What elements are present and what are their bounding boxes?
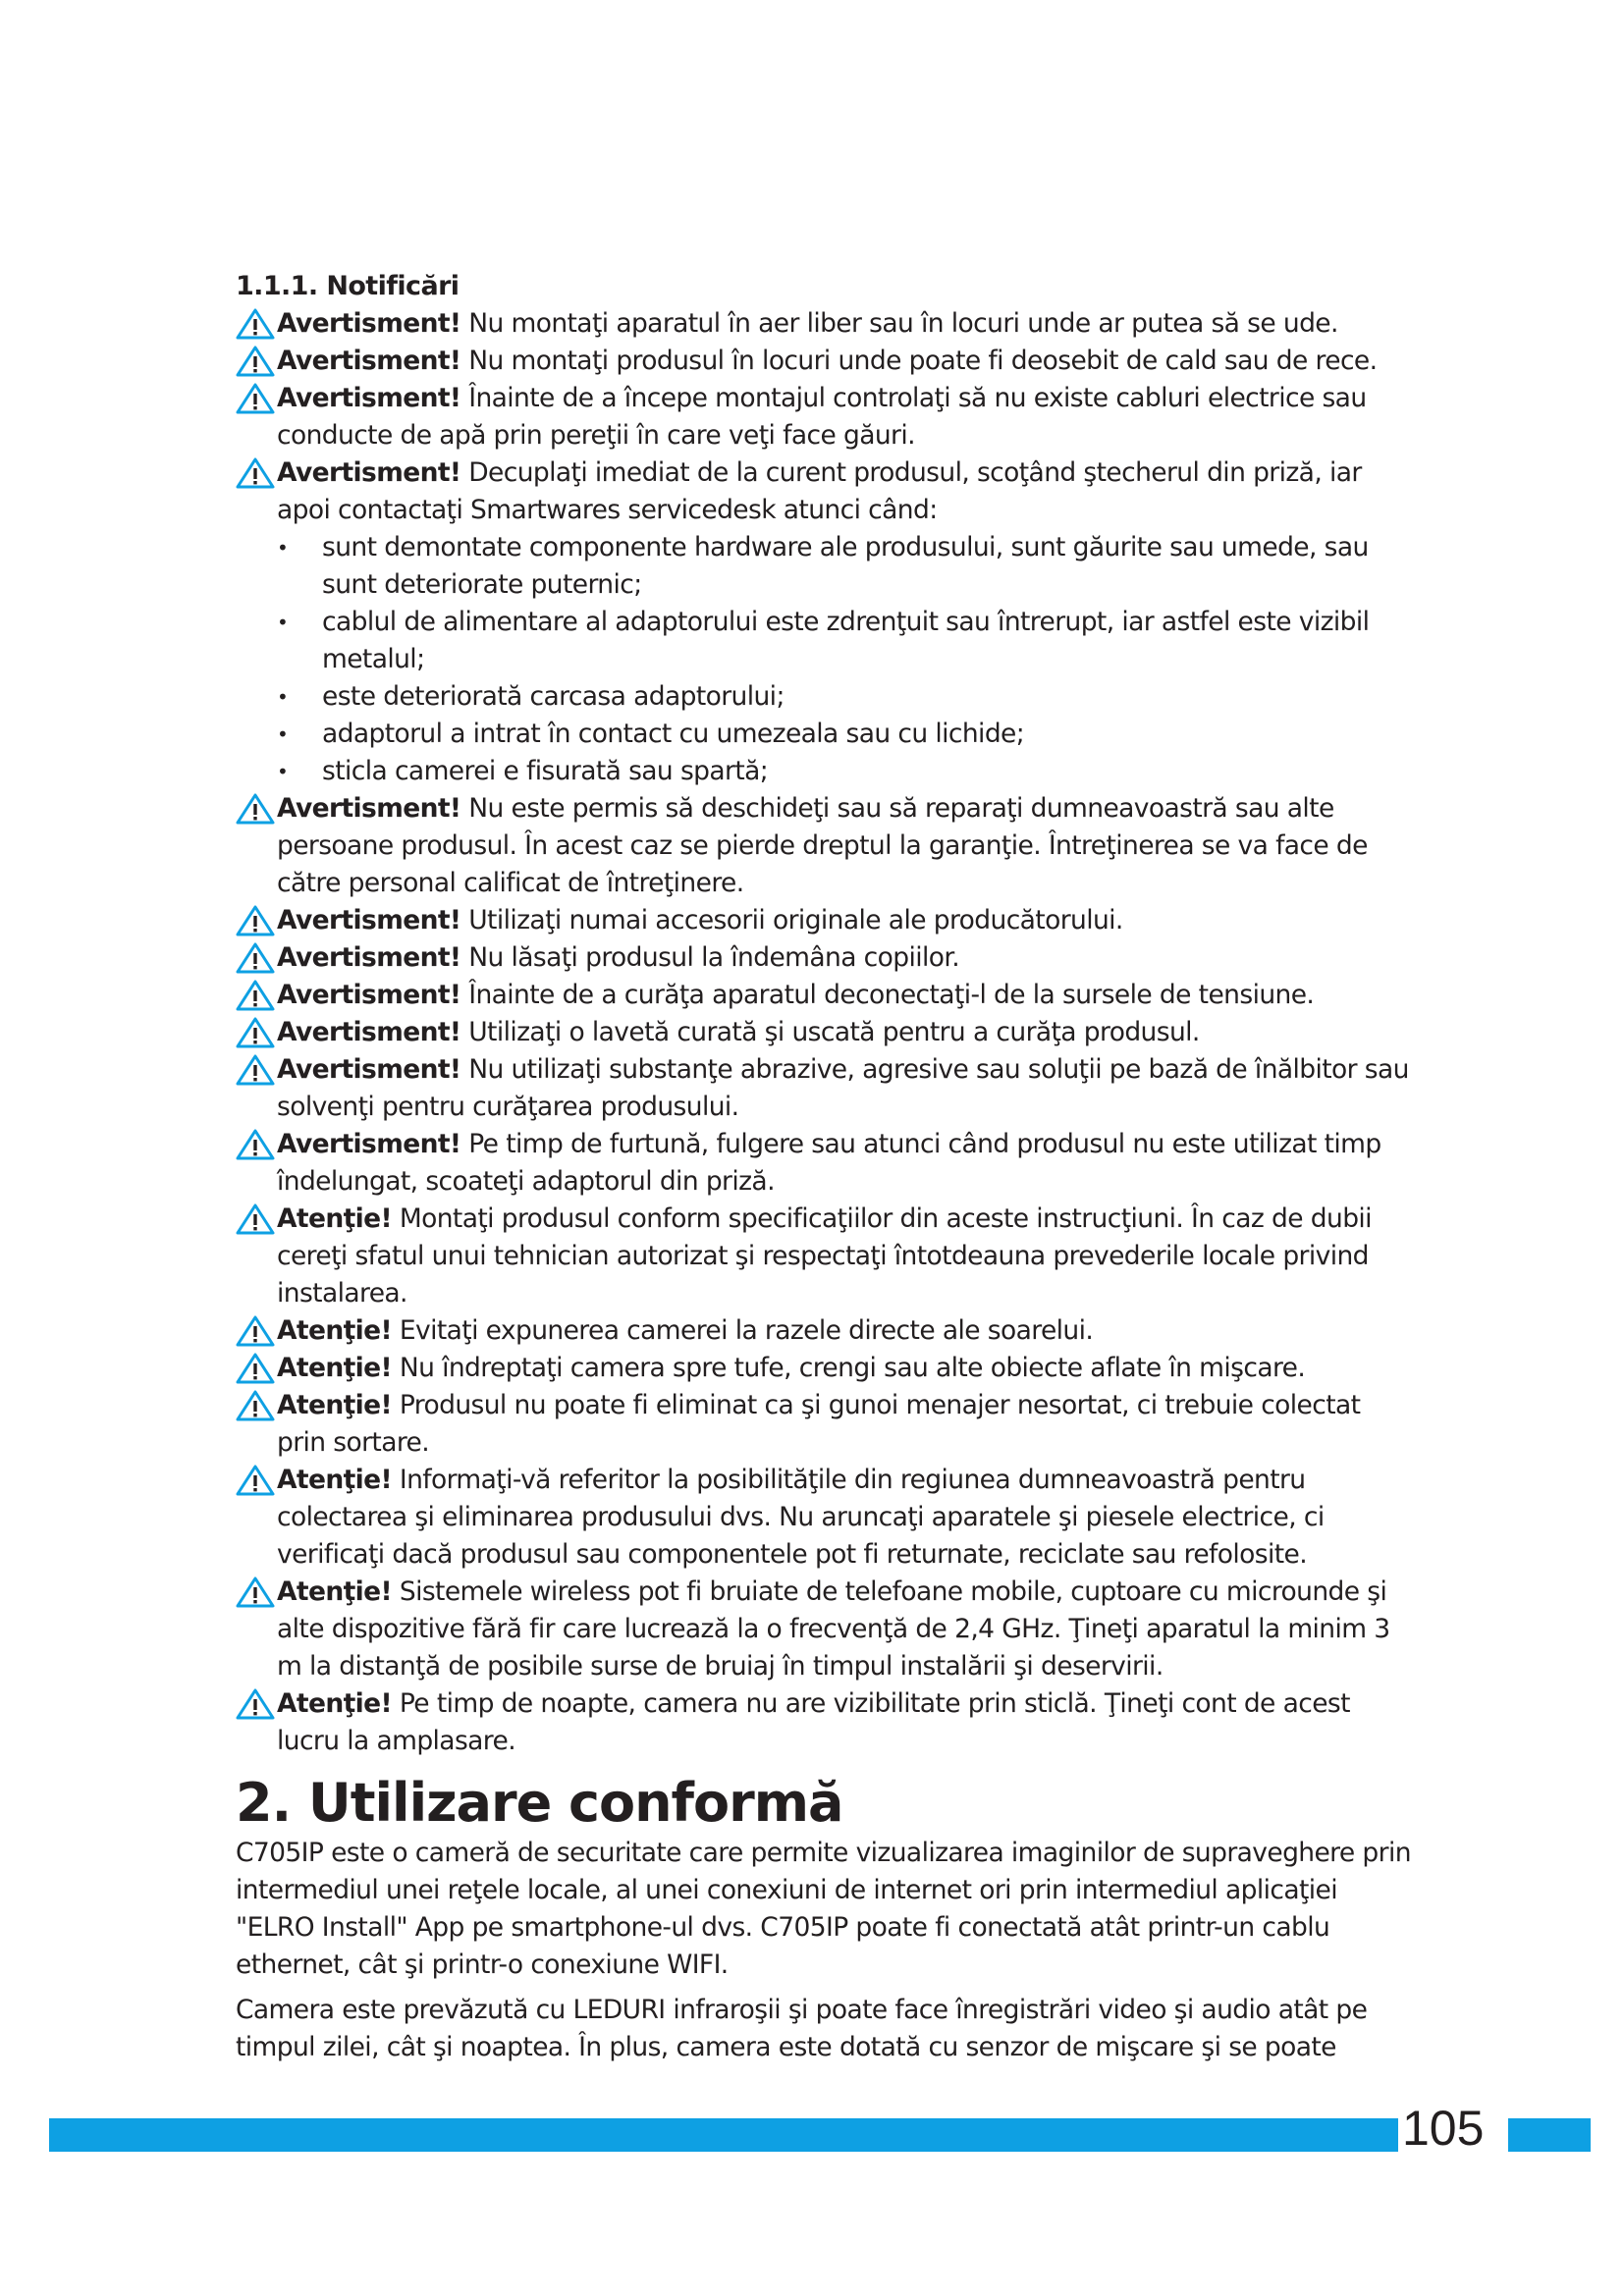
note-text: Pe timp de furtună, fulgere sau atunci când produsul nu este utilizat timp îndelungat, scoateţi adaptorul din priză. (277, 1129, 1381, 1197)
note-label: Atenţie! (277, 1576, 393, 1607)
note-text: Produsul nu poate fi eliminat ca şi gunoi menajer nesortat, ci trebuie colectat prin sortare. (277, 1390, 1361, 1458)
warning-note (236, 1312, 1414, 1350)
warning-note (236, 1014, 1414, 1051)
warning-note (236, 1201, 1414, 1312)
note-label: Atenţie! (277, 1390, 393, 1420)
chapter-paragraph: Camera este prevăzută cu LEDURI infraroşii şi poate face înregistrări video şi audio atât pe timpul zilei, cât şi noaptea. În plus, camera este dotată cu senzor de mişcare şi se poate (236, 1995, 1368, 2062)
notes-before (236, 305, 1414, 529)
note-label: Avertisment! (277, 980, 461, 1010)
warning-note (236, 1051, 1414, 1126)
note-text: Nu lăsaţi produsul la îndemâna copiilor. (460, 942, 960, 973)
warning-triangle-icon (236, 457, 275, 489)
warning-note (236, 790, 1414, 902)
page-number: 105 (1402, 2101, 1485, 2156)
warning-triangle-icon (236, 1688, 275, 1720)
bullet-item: • cablul de alimentare al adaptorului este zdrenţuit sau întrerupt, iar astfel este vizibil metalul; (277, 604, 1414, 678)
warning-triangle-icon (236, 942, 275, 974)
warning-note (236, 902, 1414, 939)
chapter-paragraph: C705IP este o cameră de securitate care permite vizualizarea imaginilor de supraveghere prin intermediul unei reţele locale, al unei conexiuni de internet ori prin intermediul aplicaţiei "ELRO Install" App pe smartphone-ul dvs. C705IP poate fi conectată atât printr-un cablu ethernet, cât şi printr-o conexiune WIFI. (236, 1838, 1411, 1980)
warning-triangle-icon (236, 1129, 275, 1160)
warning-note (236, 305, 1414, 343)
notes-after (236, 790, 1414, 1760)
note-text: Utilizaţi o lavetă curată şi uscată pentru a curăţa produsul. (460, 1017, 1200, 1047)
warning-triangle-icon (236, 1203, 275, 1235)
note-label: Avertisment! (277, 346, 461, 376)
note-text: Nu utilizaţi substanţe abrazive, agresive sau soluţii pe bază de înălbitor sau solvenţi pentru curăţarea produsului. (277, 1054, 1409, 1122)
page-number-bracket-right (1508, 2118, 1514, 2152)
note-label: Avertisment! (277, 793, 461, 824)
bullet-item: • sunt demontate componente hardware ale produsului, sunt găurite sau umede, sau sunt deteriorate puternic; (277, 529, 1414, 604)
note-label: Avertisment! (277, 1129, 461, 1159)
note-text: Informaţi-vă referitor la posibilităţile din regiunea dumneavoastră pentru colectarea şi eliminarea produsului dvs. Nu aruncaţi aparatele şi piesele electrice, ci verificaţi dacă produsul sau componentele pot fi returnate, reciclate sau refolosite. (277, 1465, 1325, 1570)
note-text: Sistemele wireless pot fi bruiate de telefoane mobile, cuptoare cu microunde şi alte dispozitive fără fir care lucrează la o frecvenţă de 2,4 GHz. Ţineţi aparatul la minim 3 m la distanţă de posibile surse de bruiaj în timpul instalării şi deservirii. (277, 1576, 1390, 1682)
note-label: Avertisment! (277, 308, 461, 339)
bullet-item: • adaptorul a intrat în contact cu umezeala sau cu lichide; (277, 716, 1414, 753)
note-label: Avertisment! (277, 383, 461, 413)
warning-note (236, 1350, 1414, 1387)
warning-triangle-icon (236, 1353, 275, 1384)
warning-note (236, 1387, 1414, 1462)
warning-note (236, 1574, 1414, 1685)
warning-triangle-icon (236, 980, 275, 1011)
note-label: Atenţie! (277, 1353, 393, 1383)
warning-note (236, 1462, 1414, 1574)
note-label: Atenţie! (277, 1315, 393, 1346)
bullet-item: • este deteriorată carcasa adaptorului; (277, 678, 1414, 716)
note-text: Evitaţi expunerea camerei la razele directe ale soarelui. (392, 1315, 1094, 1346)
note-label: Atenţie! (277, 1203, 393, 1234)
warning-note (236, 977, 1414, 1014)
note-text: Înainte de a curăţa aparatul deconectaţi-l de la sursele de tensiune. (460, 980, 1315, 1010)
warning-note (236, 380, 1414, 454)
note-label: Atenţie! (277, 1688, 393, 1719)
bullet-list (236, 529, 1414, 790)
warning-triangle-icon (236, 383, 275, 414)
note-label: Avertisment! (277, 457, 461, 488)
note-label: Avertisment! (277, 1017, 461, 1047)
warning-triangle-icon (236, 1390, 275, 1421)
chapter-title: 2. Utilizare conformă (236, 1772, 843, 1834)
warning-triangle-icon (236, 1017, 275, 1048)
bullet-item: • sticla camerei e fisurată sau spartă; (277, 753, 1414, 790)
warning-triangle-icon (236, 1576, 275, 1608)
warning-triangle-icon (236, 1465, 275, 1496)
note-text: Utilizaţi numai accesorii originale ale producătorului. (460, 905, 1123, 935)
note-text: Nu montaţi produsul în locuri unde poate fi deosebit de cald sau de rece. (460, 346, 1378, 376)
page-content (236, 268, 1414, 2074)
note-text: Înainte de a începe montajul controlaţi să nu existe cabluri electrice sau conducte de apă prin pereţii în care veţi face găuri. (277, 383, 1367, 451)
note-text: Nu montaţi aparatul în aer liber sau în locuri unde ar putea să se ude. (460, 308, 1338, 339)
page-number-bracket-left (1392, 2118, 1398, 2152)
warning-note (236, 1126, 1414, 1201)
warning-note (236, 454, 1414, 529)
note-text: Nu este permis să deschideţi sau să reparaţi dumneavoastră sau alte persoane produsul. În acest caz se pierde dreptul la garanţie. Întreţinerea se va face de către personal calificat de întreţinere. (277, 793, 1368, 898)
note-label: Avertisment! (277, 942, 461, 973)
warning-triangle-icon (236, 905, 275, 936)
note-text: Decuplaţi imediat de la curent produsul, scoţând ştecherul din priză, iar apoi contactaţi Smartwares servicedesk atunci când: (277, 457, 1362, 525)
footer-bar (49, 2118, 1591, 2152)
warning-note (236, 343, 1414, 380)
warning-triangle-icon (236, 308, 275, 340)
warning-triangle-icon (236, 1054, 275, 1086)
warning-note (236, 1685, 1414, 1760)
warning-triangle-icon (236, 1315, 275, 1347)
note-label: Avertisment! (277, 1054, 461, 1085)
warning-note (236, 939, 1414, 977)
warning-triangle-icon (236, 793, 275, 825)
note-label: Atenţie! (277, 1465, 393, 1495)
note-text: Montaţi produsul conform specificaţiilor din aceste instrucţiuni. În caz de dubii cereţi sfatul unui tehnician autorizat şi respectaţi întotdeauna prevederile locale privind instalarea. (277, 1203, 1372, 1308)
warning-triangle-icon (236, 346, 275, 377)
note-text: Nu îndreptaţi camera spre tufe, crengi sau alte obiecte aflate în mişcare. (392, 1353, 1306, 1383)
note-text: Pe timp de noapte, camera nu are vizibilitate prin sticlă. Ţineţi cont de acest lucru la amplasare. (277, 1688, 1350, 1756)
section-heading: 1.1.1. Notificări (236, 271, 460, 301)
note-label: Avertisment! (277, 905, 461, 935)
